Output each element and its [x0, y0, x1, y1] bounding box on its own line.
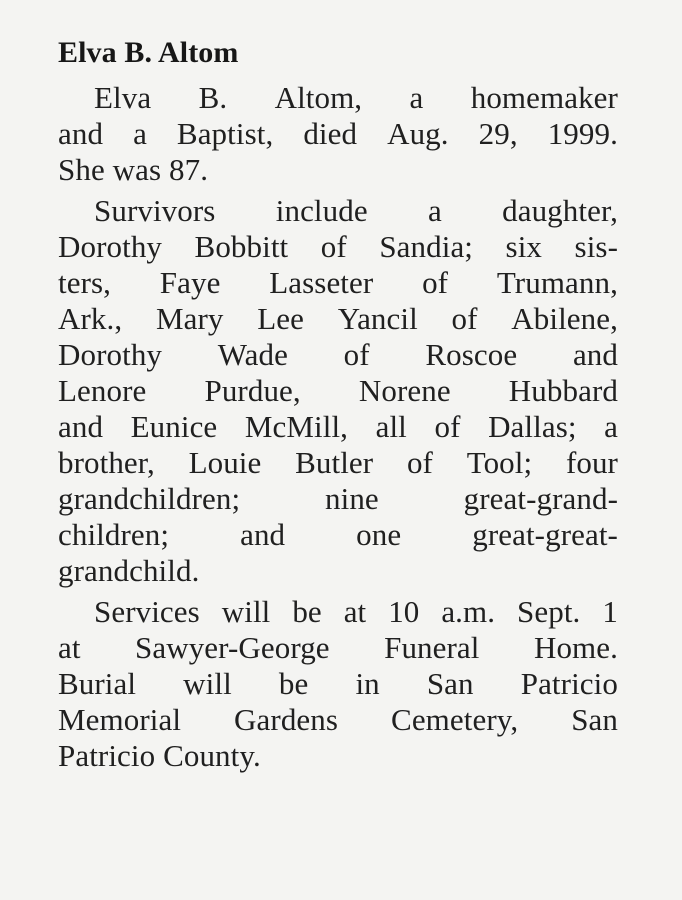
word: be — [278, 666, 309, 701]
word: Baptist, — [176, 116, 274, 151]
word: nine — [325, 481, 379, 516]
paragraph-line — [58, 265, 618, 301]
paragraph-line — [58, 229, 618, 265]
word: Yancil — [337, 301, 418, 336]
paragraph-line — [58, 373, 618, 409]
word: Gardens — [234, 702, 339, 737]
word: children; — [58, 517, 170, 552]
word: Purdue, — [204, 373, 301, 408]
word: Sawyer-George — [135, 630, 330, 665]
word: great-grand- — [463, 481, 618, 516]
word: be — [292, 594, 322, 629]
word: include — [275, 193, 368, 228]
word: 1999. — [547, 116, 618, 151]
paragraph-line: She was 87. — [58, 152, 209, 187]
word: a.m. — [441, 594, 496, 629]
obituary-article — [58, 38, 618, 774]
word: Home. — [533, 630, 618, 665]
word: Abilene, — [511, 301, 618, 336]
paragraph-line — [58, 337, 618, 373]
word: Memorial — [58, 702, 182, 737]
word: Trumann, — [496, 265, 618, 300]
word: Aug. — [387, 116, 449, 151]
word: sis- — [574, 229, 618, 264]
word: all — [375, 409, 407, 444]
paragraph-line — [58, 301, 618, 337]
word: of — [434, 409, 461, 444]
services-paragraph — [58, 594, 618, 774]
paragraph-line — [58, 594, 618, 630]
biography-paragraph — [58, 80, 618, 188]
paragraph-line — [58, 702, 618, 738]
word: one — [356, 517, 402, 552]
paragraph-line — [58, 116, 618, 152]
paragraph-line: grandchild. — [58, 553, 200, 588]
paragraph-line — [58, 630, 618, 666]
word: ters, — [58, 265, 112, 300]
word: and — [58, 409, 104, 444]
word: in — [355, 666, 380, 701]
paragraph-line — [58, 481, 618, 517]
word: Altom, — [274, 80, 363, 115]
word: 1 — [602, 594, 618, 629]
word: B. — [198, 80, 228, 115]
word: Hubbard — [508, 373, 618, 408]
word: a — [409, 80, 424, 115]
word: Elva — [94, 80, 152, 115]
word: four — [565, 445, 618, 480]
word: Mary — [155, 301, 224, 336]
word: Dorothy — [58, 229, 163, 264]
word: brother, — [58, 445, 155, 480]
paragraph-line — [58, 80, 618, 116]
word: Wade — [217, 337, 288, 372]
word: Patricio — [520, 666, 618, 701]
word: Norene — [358, 373, 451, 408]
paragraph-line — [58, 193, 618, 229]
word: at — [58, 630, 81, 665]
word: of — [343, 337, 370, 372]
word: Burial — [58, 666, 137, 701]
word: 10 — [388, 594, 420, 629]
word: Survivors — [94, 193, 216, 228]
word: a — [427, 193, 442, 228]
word: San — [426, 666, 474, 701]
word: of — [451, 301, 478, 336]
word: Cemetery, — [391, 702, 519, 737]
word: homemaker — [470, 80, 618, 115]
obituary-headline: Elva B. Altom — [58, 36, 239, 69]
word: great-great- — [472, 517, 618, 552]
paragraph-line — [58, 666, 618, 702]
word: of — [320, 229, 347, 264]
word: Eunice — [130, 409, 218, 444]
word: Louie — [188, 445, 262, 480]
word: Dallas; — [488, 409, 577, 444]
word: Sept. — [517, 594, 581, 629]
word: Lee — [257, 301, 304, 336]
word: Roscoe — [425, 337, 518, 372]
word: of — [406, 445, 433, 480]
word: and — [58, 116, 104, 151]
word: Sandia; — [379, 229, 474, 264]
word: and — [240, 517, 286, 552]
word: of — [422, 265, 449, 300]
word: will — [221, 594, 271, 629]
word: Lasseter — [269, 265, 374, 300]
word: McMill, — [244, 409, 349, 444]
word: grandchildren; — [58, 481, 241, 516]
word: died — [303, 116, 358, 151]
word: daughter, — [502, 193, 618, 228]
word: a — [133, 116, 147, 151]
paragraph-line: Patricio County. — [58, 738, 261, 773]
word: Services — [94, 594, 200, 629]
word: Tool; — [466, 445, 533, 480]
paragraph-line — [58, 409, 618, 445]
word: and — [572, 337, 618, 372]
paragraph-line — [58, 517, 618, 553]
word: six — [505, 229, 543, 264]
word: will — [183, 666, 232, 701]
word: Bobbitt — [194, 229, 289, 264]
word: Ark., — [58, 301, 123, 336]
survivors-paragraph — [58, 193, 618, 589]
word: a — [604, 409, 618, 444]
word: Dorothy — [58, 337, 163, 372]
word: Lenore — [58, 373, 147, 408]
word: 29, — [478, 116, 518, 151]
paragraph-line — [58, 445, 618, 481]
word: San — [571, 702, 618, 737]
word: Funeral — [384, 630, 480, 665]
word: at — [343, 594, 367, 629]
word: Butler — [295, 445, 374, 480]
word: Faye — [159, 265, 221, 300]
